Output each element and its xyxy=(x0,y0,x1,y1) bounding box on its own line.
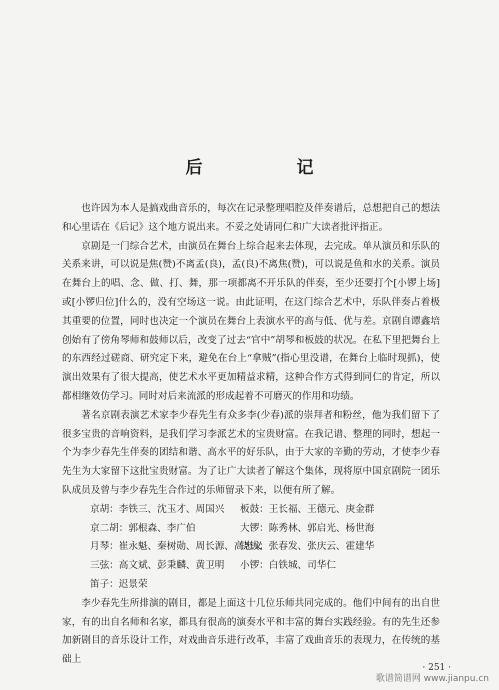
musician-roster xyxy=(62,501,440,595)
page-number: · 251 · xyxy=(422,663,451,673)
page-body xyxy=(62,200,440,670)
roster-right: 板鼓：王长福、王德元、庚金群 xyxy=(240,503,375,515)
roster-row xyxy=(62,576,440,595)
roster-row xyxy=(62,538,440,557)
watermark-text: 歌谱简谱网 www.jianpu.cn xyxy=(375,674,489,684)
paragraph-li-shaochun: 著名京剧表演艺术家李少春先生有众多李(少春)派的崇拜者和粉丝，他为我们留下了很多宝贵的音响资料，是我们学习李派艺术的宝贵财富。在我记谱、整理的同时，想起一个为李少春先生伴奏的团结和谐、高水平的好乐队，由于大家的辛勤的劳动，才使李少春先生为大家留下这批宝贵财富。为了让广大读者了解这个集体，现将原中国京剧院一团乐队成员及曾与李少春先生合作过的乐师留录下来，以便有所了解。 xyxy=(62,409,440,496)
roster-right: 铙钹：张春发、张庆云、霍建华 xyxy=(240,541,375,553)
roster-left: 月琴：崔永魁、秦树勋、周长源、高忠义 xyxy=(90,541,263,553)
page-title: 后 记 xyxy=(185,158,358,178)
paragraph-orchestra: 京剧是一门综合艺术，由演员在舞台上综合起来去体现，去完成。单从演员和乐队的关系来讲，可以说是焦(赞)不离孟(良)，孟(良)不离焦(赞)，可以说是鱼和水的关系。演员在舞台上的唱、念、做、打、舞，那一项都离不开乐队的伴奏，至少还要打个[小锣上场]或[小锣归位]什么的，没有空场这一说。由此证明，在这门综合艺术中，乐队伴奏占着极其重要的位置，同时也决定一个演员在舞台上表演水平的高与低、优与差。京剧自谭鑫培创始有了傍角琴师和鼓师以后，改变了过去“官中”胡琴和板鼓的状况。在私下里把舞台上的东西经过磋商、研究定下来，避免在台上“拿贼”(指心里没谱，在舞台上临时现抓)，使演出效果有了很大提高，使艺术水平更加精益求精，这种合作方式得到同仁的肯定，所以都相继效仿学习。同时对后来流派的形成起着不可磨灭的作用和功绩。 xyxy=(62,240,440,402)
roster-right xyxy=(240,576,440,595)
paragraph-closing: 李少春先生所排演的剧目，都是上面这十几位乐师共同完成的。他们中间有的出自世家，有的出自名师和名家，都具有很高的演奏水平和丰富的舞台实践经验。有的先生还参加新剧目的音乐设计工作，对戏曲音乐进行改革，丰富了戏曲音乐的表现力，在传统的基础上 xyxy=(62,597,440,666)
roster-right: 小锣：白铁城、司华仁 xyxy=(240,560,336,572)
roster-row xyxy=(62,520,440,539)
roster-left: 三弦：高文斌、彭秉麟、黄卫明 xyxy=(90,560,225,572)
roster-left: 笛子：迟景荣 xyxy=(90,578,148,590)
roster-row xyxy=(62,501,440,520)
roster-left: 京胡：李铁三、沈玉才、周国兴 xyxy=(90,503,225,515)
roster-row xyxy=(62,557,440,576)
roster-right: 大锣：陈秀林、郭启光、杨世海 xyxy=(240,522,375,534)
paragraph-intro: 也许因为本人是搞戏曲音乐的，每次在记录整理唱腔及伴奏谱后，总想把自己的想法和心里话在《后记》这个地方说出来。不妥之处请同仁和广大读者批评指正。 xyxy=(62,203,440,233)
roster-left: 京二胡：郭根森、李广伯 xyxy=(90,522,196,534)
